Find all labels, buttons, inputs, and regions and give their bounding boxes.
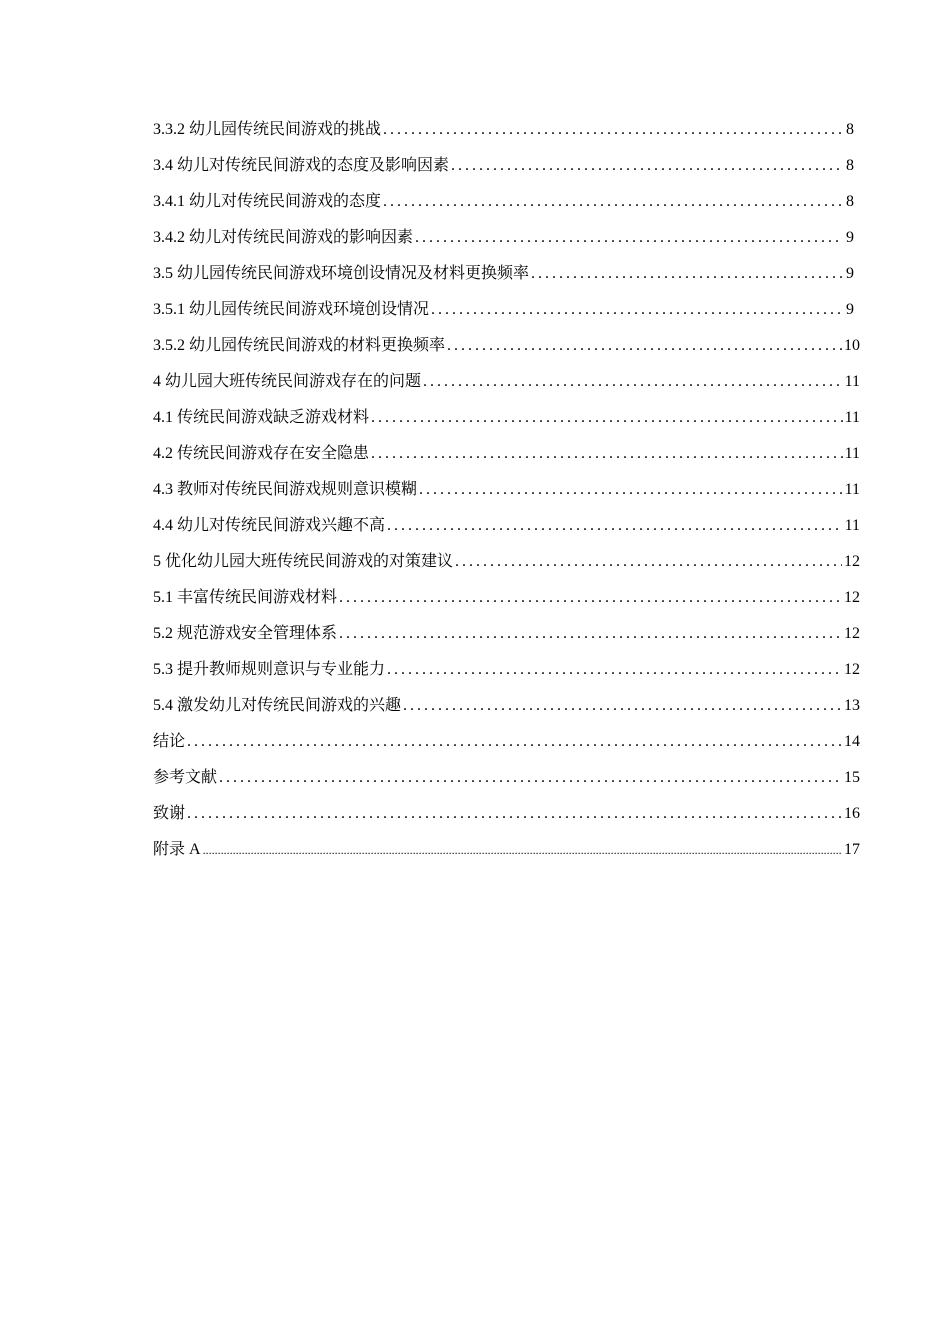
toc-entry[interactable] bbox=[153, 408, 860, 428]
toc-entry-title: 3.5.1 幼儿园传统民间游戏环境创设情况 bbox=[153, 301, 430, 318]
toc-entry-title: 3.4.2 幼儿对传统民间游戏的影响因素 bbox=[153, 229, 414, 246]
toc-entry[interactable] bbox=[153, 264, 860, 284]
toc-entry-title: 5.1 丰富传统民间游戏材料 bbox=[153, 589, 338, 606]
dot-leader bbox=[415, 228, 842, 248]
dot-leader bbox=[403, 696, 842, 716]
toc-entry-title: 5.3 提升教师规则意识与专业能力 bbox=[153, 661, 386, 678]
dot-leader bbox=[383, 192, 842, 212]
toc-entry-page: 9 bbox=[846, 265, 854, 282]
dot-leader bbox=[371, 444, 843, 464]
dot-leader bbox=[371, 408, 843, 428]
toc-entry-title: 附录 A bbox=[153, 841, 201, 858]
toc-entry-page: 14 bbox=[844, 733, 860, 750]
toc-entry-page: 10 bbox=[844, 337, 860, 354]
toc-entry[interactable] bbox=[153, 804, 860, 824]
toc-entry[interactable] bbox=[153, 300, 860, 320]
toc-entry-title: 参考文献 bbox=[153, 769, 218, 786]
toc-entry-title: 3.4.1 幼儿对传统民间游戏的态度 bbox=[153, 193, 382, 210]
toc-entry-page: 12 bbox=[844, 589, 860, 606]
toc-entry-page: 8 bbox=[846, 157, 854, 174]
toc-entry-title: 致谢 bbox=[153, 805, 186, 822]
toc-entry-page: 11 bbox=[844, 481, 860, 498]
toc-entry-page: 13 bbox=[844, 697, 860, 714]
toc-entry-title: 结论 bbox=[153, 733, 186, 750]
toc-entry-page: 12 bbox=[844, 661, 860, 678]
dot-leader bbox=[423, 372, 843, 392]
dot-leader bbox=[387, 660, 842, 680]
toc-entry-title: 4.3 教师对传统民间游戏规则意识模糊 bbox=[153, 481, 418, 498]
dot-leader bbox=[451, 156, 842, 176]
toc-entry[interactable] bbox=[153, 372, 860, 392]
dot-leader bbox=[447, 336, 842, 356]
toc-entry[interactable] bbox=[153, 732, 860, 752]
dot-leader bbox=[531, 264, 842, 284]
toc-entry-title: 4.4 幼儿对传统民间游戏兴趣不高 bbox=[153, 517, 386, 534]
toc-entry-page: 9 bbox=[846, 301, 854, 318]
toc-entry[interactable] bbox=[153, 228, 860, 248]
toc-entry-page: 11 bbox=[844, 517, 860, 534]
toc-entry-page: 9 bbox=[846, 229, 854, 246]
dot-leader bbox=[203, 840, 842, 860]
toc-entry[interactable] bbox=[153, 120, 860, 140]
toc-entry[interactable] bbox=[153, 480, 860, 500]
toc-entry-title: 3.5 幼儿园传统民间游戏环境创设情况及材料更换频率 bbox=[153, 265, 530, 282]
toc-entry[interactable] bbox=[153, 444, 860, 464]
toc-entry-title: 4 幼儿园大班传统民间游戏存在的问题 bbox=[153, 373, 422, 390]
toc-entry-title: 3.3.2 幼儿园传统民间游戏的挑战 bbox=[153, 121, 382, 138]
toc-entry-page: 8 bbox=[846, 121, 854, 138]
toc-entry-title: 5.2 规范游戏安全管理体系 bbox=[153, 625, 338, 642]
toc-entry[interactable] bbox=[153, 156, 860, 176]
dot-leader bbox=[339, 588, 842, 608]
toc-entry-title: 4.2 传统民间游戏存在安全隐患 bbox=[153, 445, 370, 462]
dot-leader bbox=[187, 732, 842, 752]
toc-entry[interactable] bbox=[153, 624, 860, 644]
toc-entry-page: 11 bbox=[844, 373, 860, 390]
dot-leader bbox=[387, 516, 843, 536]
toc-entry-page: 16 bbox=[844, 805, 860, 822]
toc-entry-title: 3.4 幼儿对传统民间游戏的态度及影响因素 bbox=[153, 157, 450, 174]
toc-entry-title: 4.1 传统民间游戏缺乏游戏材料 bbox=[153, 409, 370, 426]
toc-entry-page: 15 bbox=[844, 769, 860, 786]
toc-entry-page: 17 bbox=[844, 841, 860, 858]
dot-leader bbox=[187, 804, 842, 824]
dot-leader bbox=[455, 552, 842, 572]
toc-entry[interactable] bbox=[153, 516, 860, 536]
toc-entry-page: 12 bbox=[844, 553, 860, 570]
toc-entry[interactable] bbox=[153, 192, 860, 212]
toc-entry-title: 5 优化幼儿园大班传统民间游戏的对策建议 bbox=[153, 553, 454, 570]
toc-entry-page: 8 bbox=[846, 193, 854, 210]
toc-entry[interactable] bbox=[153, 588, 860, 608]
toc-entry-page: 11 bbox=[844, 445, 860, 462]
toc-entry-page: 12 bbox=[844, 625, 860, 642]
toc-entry[interactable] bbox=[153, 696, 860, 716]
toc-entry-title: 5.4 激发幼儿对传统民间游戏的兴趣 bbox=[153, 697, 402, 714]
table-of-contents bbox=[153, 120, 860, 876]
dot-leader bbox=[431, 300, 842, 320]
dot-leader bbox=[419, 480, 843, 500]
toc-entry[interactable] bbox=[153, 660, 860, 680]
toc-entry-page: 11 bbox=[844, 409, 860, 426]
toc-entry-title: 3.5.2 幼儿园传统民间游戏的材料更换频率 bbox=[153, 337, 446, 354]
toc-entry[interactable] bbox=[153, 768, 860, 788]
toc-entry[interactable] bbox=[153, 840, 860, 860]
toc-entry[interactable] bbox=[153, 336, 860, 356]
dot-leader bbox=[339, 624, 842, 644]
toc-entry[interactable] bbox=[153, 552, 860, 572]
dot-leader bbox=[219, 768, 842, 788]
dot-leader bbox=[383, 120, 842, 140]
